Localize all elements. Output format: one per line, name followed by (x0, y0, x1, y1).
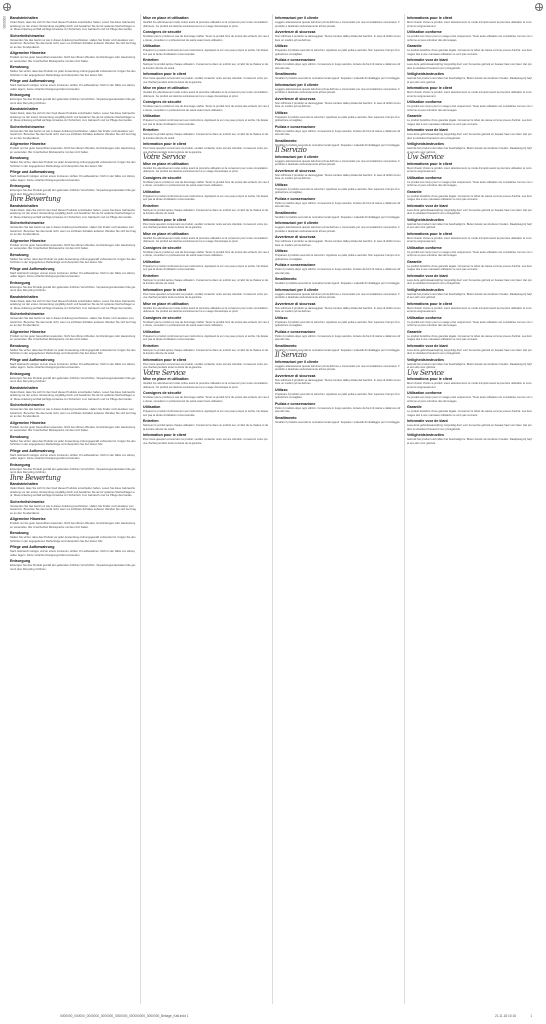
section-heading: Avvertenze di sicurezza (275, 30, 316, 34)
section-text: Leggere attentamente queste istruzioni prima dell'uso e conservarle per una consultazione successiva. Il prodotto è destinato esclusivamente all'uso privato. (275, 87, 400, 94)
section-text: Ce produit est conçu pour un usage privé uniquement. Toute autre utilisation est considérée comme non conforme et peut entraîner des dommages. (407, 396, 533, 403)
section-text: Smaltire il prodotto secondo le normative locali vigenti. Separare i materiali d'imballaggio per il riciclaggio. (275, 420, 401, 424)
section-text: Le produit bénéficie d'une garantie légale. Conservez le ticket de caisse comme preuve d'achat. Les dommages dus à une mauvaise utilisation ne sont pas couverts. (407, 194, 533, 201)
section-text: Vielen Dank, dass Sie sich für den Kauf dieses Produkts entschieden haben. Lesen Sie diese Gebrauchsanleitung vor der ersten Verwendung sorgfältig durch und bewahren Sie sie für späteres Nachschlagen auf. Diese Anleitung enthält wichtige Hinweise zur Sicherheit, zum Gebrauch und zur Pflege des Geräts. (10, 487, 135, 497)
section-heading: Consignes de sécurité (143, 30, 182, 34)
section-text: Gebruik het product niet indien het beschadigd is. Buiten bereik van kinderen houden. Raadpleeg bij twijfel een arts voor gebruik. (407, 362, 532, 369)
section-heading: Informazioni per il cliente (275, 82, 319, 87)
section-text: Veuillez lire attentivement cette notice avant la première utilisation et la conserver pour toute consultation ultérieure. Ce produit est destiné exclusivement à un usage domestique et privé. (143, 306, 268, 313)
section-text: Entsorgen Sie das Produkt gemäß den geltenden örtlichen Vorschriften. Verpackungsmaterialien bitte getrennt dem Recycling zuführen. (10, 467, 136, 474)
section-text: Entsorgen Sie das Produkt gemäß den geltenden örtlichen Vorschriften. Verpackungsmaterialien bitte getrennt dem Recycling zuführen. (10, 376, 136, 383)
section-text: Merci d'avoir choisi ce produit. Lisez attentivement ce mode d'emploi avant la première utilisation et conservez-le soigneusement. (407, 236, 532, 243)
section-heading: Mise en place et utilisation (143, 301, 189, 306)
section-text: Preparare il prodotto secondo le istruzioni. Applicare su pelle pulita e asciutta. Non superare il tempo di applicazione consigliato. (275, 115, 400, 122)
column-body (143, 16, 269, 445)
section-heading: Avvertenze di sicurezza (275, 373, 316, 378)
section-heading: Garantie (407, 114, 422, 118)
section-text: Non utilizzare il prodotto se danneggiato. Tenere lontano dalla portata dei bambini. In caso di dubbi consultare un medico prima dell'uso. (275, 306, 401, 313)
section-heading: Bandsteinhalten (10, 107, 38, 111)
section-text: Nettoyez le produit après chaque utilisation. Conservez-le dans un endroit sec, à l'abri de la chaleur et de la lumière directe du soleil. (143, 133, 269, 140)
section-heading: Informazioni per il cliente (275, 359, 319, 364)
section-heading: Information pour le client (143, 217, 187, 222)
section-text: Smaltire il prodotto secondo le normative locali vigenti. Separare i materiali d'imballaggio per il riciclaggio. (275, 215, 401, 219)
section-text: Nettoyez le produit après chaque utilisation. Conservez-le dans un endroit sec, à l'abri de la chaleur et de la lumière directe du soleil. (143, 278, 269, 285)
section-heading: Benutzung (10, 156, 29, 160)
section-heading: Veiligheidsinstructies (407, 72, 444, 76)
section-text: Ce produit est conçu pour un usage privé uniquement. Toute autre utilisation est considérée comme non conforme et peut entraîner des dommages. (407, 105, 533, 112)
section-text: Preparare il prodotto secondo le istruzioni. Applicare su pelle pulita e asciutta. Non superare il tempo di applicazione consigliato. (275, 392, 400, 399)
section-heading: Allgemeine Hinweise (10, 329, 46, 334)
section-heading: Mise en place et utilisation (143, 86, 189, 90)
section-heading: Garantie (407, 44, 422, 48)
section-heading: Avvertenze di sicurezza (275, 235, 316, 239)
section-text: Pulire il prodotto dopo ogni utilizzo. Conservare in luogo asciutto, lontano da fonti di calore e dalla luce diretta del sole. (275, 201, 401, 208)
section-text: Préparez le produit conformément aux instructions. Appliquez-le sur une peau propre et sèche. Ne dépassez pas la durée d'utilisation recommandée. (143, 334, 269, 341)
section-heading: Utilizzo (275, 182, 288, 187)
vertical-print-code (2, 16, 6, 44)
section-heading: Utilisation (143, 329, 161, 334)
section-text: Préparez le produit conformément aux instructions. Appliquez-le sur une peau propre et sèche. Ne dépassez pas la durée d'utilisation recommandée. (143, 410, 269, 417)
column-body (10, 16, 136, 571)
section-heading: Avvertenze di sicurezza (275, 168, 316, 173)
section-heading: Entsorgung (10, 280, 31, 285)
signature: Il Servizio (275, 146, 307, 154)
section-text: Verwenden Sie das Gerät nur wie in dieser Anleitung beschrieben. Halten Sie Kinder und Haustiere vom Gerät fern. Benutzen Sie das Gerät nicht, wenn es sichtbare Schäden aufweist. Wenden Sie sich bei Fragen an den Kundendienst. (10, 226, 136, 236)
section-text: Stellen Sie sicher, dass das Produkt vor jeder Anwendung ordnungsgemäß vorbereitet ist. Folgen Sie den Schritten in der angegebenen Reihenfolge und überprüfen Sie den festen Sitz. (10, 439, 136, 446)
section-text: Nach Gebrauch reinigen und an einem trockenen, kühlen Ort aufbewahren. Nicht in der Nähe von Hitzequellen lagern. Keine scharfen Reinigungsmittel verwenden. (10, 362, 135, 369)
section-text: Veuillez lire attentivement cette notice avant la première utilisation et la conserver pour toute consultation ultérieure. Ce produit est destiné exclusivement à un usage domestique et privé. (143, 166, 268, 173)
section-heading: Garantie (407, 189, 422, 194)
section-text: Verwenden Sie das Gerät nur wie in dieser Anleitung beschrieben. Halten Sie Kinder und Haustiere vom Gerät fern. Benutzen Sie das Gerät nicht, wenn es sichtbare Schäden aufweist. Wenden Sie sich bei Fragen an den Kundendienst. (10, 38, 136, 49)
section-text: Entsorgen Sie das Produkt gemäß den geltenden örtlichen Vorschriften. Verpackungsmaterialien bitte getrennt dem Recycling zuführen. (10, 98, 136, 105)
section-heading: Veiligheidsinstructies (407, 357, 444, 362)
section-text: Entsorgen Sie das Produkt gemäß den geltenden örtlichen Vorschriften. Verpackungsmaterialien bitte getrennt dem Recycling zuführen. (10, 285, 136, 292)
section-text: N'utilisez pas le produit en cas de dommage visible. Tenez le produit hors de portée des enfants. En cas de doute, consultez un professionnel de santé avant toute utilisation. (143, 250, 269, 257)
section-text: Preparare il prodotto secondo le istruzioni. Applicare su pelle pulita e asciutta. Non superare il tempo di applicazione consigliato. (275, 49, 400, 56)
section-heading: Bandsteinhalten (10, 16, 38, 20)
section-text: N'utilisez pas le produit en cas de dommage visible. Tenez le produit hors de portée des enfants. En cas de doute, consultez un professionnel de santé avant toute utilisation. (143, 320, 269, 327)
section-heading: Utilisation (143, 405, 161, 409)
section-heading: Information pour le client (143, 142, 187, 146)
section-heading: Utilizzo (275, 44, 288, 48)
text-column-2 (143, 14, 269, 1006)
section-heading: Informations pour le client (407, 86, 453, 90)
section-heading: Sicherheitshinweise (10, 312, 45, 316)
section-heading: Bandsteinhalten (10, 385, 38, 390)
column-body (275, 16, 401, 424)
section-text: Pour toute question concernant ce produit, veuillez contacter notre service clientèle. Conservez votre preuve d'achat pendant toute la durée de la garantie. (143, 222, 268, 229)
section-heading: Utilisation conforme (407, 175, 442, 180)
section-text: Smaltire il prodotto secondo le normative locali vigenti. Separare i materiali d'imballaggio per il riciclaggio. (275, 348, 401, 352)
section-heading: Veiligheidsinstructies (407, 142, 444, 146)
section-text: Pour toute question concernant ce produit, veuillez contacter notre service clientèle. Conservez votre preuve d'achat pendant toute la durée de la garantie. (143, 362, 268, 369)
text-column-1 (10, 14, 136, 1006)
section-text: Leggere attentamente queste istruzioni prima dell'uso e conservarle per una consultazione successiva. Il prodotto è destinato esclusivamente all'uso privato. (275, 226, 400, 233)
signature: Ihre Bewertung (10, 195, 61, 203)
section-text: Veuillez lire attentivement cette notice avant la première utilisation et la conserver pour toute consultation ultérieure. Ce produit est destiné exclusivement à un usage domestique et privé. (143, 236, 268, 243)
section-text: Pour toute question concernant ce produit, veuillez contacter notre service clientèle. Conservez votre preuve d'achat pendant toute la durée de la garantie. (143, 147, 268, 154)
section-text: Leggere attentamente queste istruzioni prima dell'uso e conservarle per una consultazione successiva. Il prodotto è destinato esclusivamente all'uso privato. (275, 21, 400, 28)
registration-mark (535, 3, 543, 11)
section-text: Preparare il prodotto secondo le istruzioni. Applicare su pelle pulita e asciutta. Non superare il tempo di applicazione consigliato. (275, 187, 400, 194)
section-heading: Utilisation conforme (407, 391, 442, 395)
section-heading: Smaltimento (275, 277, 297, 281)
section-text: Gebruik het product niet indien het beschadigd is. Buiten bereik van kinderen houden. Raadpleeg bij twijfel een arts voor gebruik. (407, 438, 532, 445)
section-heading: Informatie voor de klant (407, 203, 448, 208)
section-heading: Allgemeine Hinweise (10, 420, 46, 425)
section-heading: Informations pour le client (407, 231, 453, 236)
section-text: Vielen Dank, dass Sie sich für den Kauf dieses Produkts entschieden haben. Lesen Sie diese Gebrauchsanleitung vor der ersten Verwendung sorgfältig durch und bewahren Sie sie für späteres Nachschlagen auf. Diese Anleitung enthält wichtige Hinweise zur Sicherheit, zum Gebrauch und zur Pflege des Geräts. (10, 208, 135, 219)
section-text: Smaltire il prodotto secondo le normative locali vigenti. Separare i materiali d'imballaggio per il riciclaggio. (275, 77, 401, 80)
section-heading: Smaltimento (275, 210, 297, 215)
section-heading: Sicherheitshinweise (10, 403, 45, 407)
section-text: Leggere attentamente queste istruzioni prima dell'uso e conservarle per una consultazione successiva. Il prodotto è destinato esclusivamente all'uso privato. (275, 159, 400, 166)
section-text: Le produit bénéficie d'une garantie légale. Conservez le ticket de caisse comme preuve d'achat. Les dommages dus à une mauvaise utilisation ne sont pas couverts. (407, 334, 533, 341)
section-text: Nach Gebrauch reinigen und an einem trockenen, kühlen Ort aufbewahren. Nicht in der Nähe von Hitzequellen lagern. Keine scharfen Reinigungsmittel verwenden. (10, 84, 135, 91)
section-text: Leggere attentamente queste istruzioni prima dell'uso e conservarle per una consultazione successiva. Il prodotto è destinato esclusivamente all'uso privato. (275, 292, 400, 299)
section-text: Nach Gebrauch reinigen und an einem trockenen, kühlen Ort aufbewahren. Nicht in der Nähe von Hitzequellen lagern. Keine scharfen Reinigungsmittel verwenden. (10, 453, 135, 460)
section-text: Pulire il prodotto dopo ogni utilizzo. Conservare in luogo asciutto, lontano da fonti di calore e dalla luce diretta del sole. (275, 268, 401, 275)
section-heading: Garantie (407, 405, 422, 409)
section-heading: Pulizia e conservazione (275, 401, 316, 406)
section-text: Nettoyez le produit après chaque utilisation. Conservez-le dans un endroit sec, à l'abri de la chaleur et de la lumière directe du soleil. (143, 63, 269, 70)
text-column-3 (275, 14, 401, 1006)
section-heading: Utilisation conforme (407, 100, 442, 104)
column-divider (140, 14, 141, 1004)
section-text: Verwenden Sie das Gerät nur wie in dieser Anleitung beschrieben. Halten Sie Kinder und Haustiere vom Gerät fern. Benutzen Sie das Gerät nicht, wenn es sichtbare Schäden aufweist. Wenden Sie sich bei Fragen an den Kundendienst. (10, 129, 136, 140)
section-text: Preparare il prodotto secondo le istruzioni. Applicare su pelle pulita e asciutta. Non superare il tempo di applicazione consigliato. (275, 254, 400, 261)
section-heading: Garantie (407, 329, 422, 334)
section-text: Préparez le produit conformément aux instructions. Appliquez-le sur une peau propre et sèche. Ne dépassez pas la durée d'utilisation recommandée. (143, 119, 269, 126)
section-heading: Informatie voor de klant (407, 128, 448, 132)
section-heading: Information pour le client (143, 287, 187, 292)
section-heading: Avvertenze di sicurezza (275, 301, 316, 306)
section-heading: Entretien (143, 343, 159, 348)
section-text: Veuillez lire attentivement cette notice avant la première utilisation et la conserver pour toute consultation ultérieure. Ce produit est destiné exclusivement à un usage domestique et privé. (143, 382, 268, 389)
signature: Ihre Bewertung (10, 473, 61, 482)
section-heading: Sicherheitshinweise (10, 33, 45, 38)
registration-mark (3, 3, 11, 11)
section-text: Pulire il prodotto dopo ogni utilizzo. Conservare in luogo asciutto, lontano da fonti di calore e dalla luce diretta del sole. (275, 406, 401, 413)
section-text: Vielen Dank, dass Sie sich für den Kauf dieses Produkts entschieden haben. Lesen Sie diese Gebrauchsanleitung vor der ersten Verwendung sorgfältig durch und bewahren Sie sie für späteres Nachschlagen auf. Diese Anleitung enthält wichtige Hinweise zur Sicherheit, zum Gebrauch und zur Pflege des Geräts. (10, 299, 135, 310)
section-heading: Bandsteinhalten (10, 294, 38, 299)
section-text: Non utilizzare il prodotto se danneggiato. Tenere lontano dalla portata dei bambini. In caso di dubbi consultare un medico prima dell'uso. (275, 35, 401, 42)
section-text: Pour toute question concernant ce produit, veuillez contacter notre service clientèle. Conservez votre preuve d'achat pendant toute la durée de la garantie. (143, 438, 268, 445)
section-heading: Informations pour le client (407, 301, 453, 306)
section-heading: Utilisation (143, 189, 161, 194)
text-column-4 (407, 14, 533, 1006)
section-text: Pour toute question concernant ce produit, veuillez contacter notre service clientèle. Conservez votre preuve d'achat pendant toute la durée de la garantie. (143, 292, 268, 299)
section-heading: Information pour le client (143, 433, 187, 437)
section-heading: Entsorgung (10, 559, 31, 563)
section-heading: Allgemeine Hinweise (10, 142, 46, 146)
section-heading: Consignes de sécurité (143, 245, 182, 250)
section-heading: Pulizia e conservazione (275, 329, 316, 334)
section-text: Non utilizzare il prodotto se danneggiato. Tenere lontano dalla portata dei bambini. In caso di dubbi consultare un medico prima dell'uso. (275, 378, 401, 385)
section-heading: Mise en place et utilisation (143, 16, 189, 20)
section-text: Non utilizzare il prodotto se danneggiato. Tenere lontano dalla portata dei bambini. In caso di dubbi consultare un medico prima dell'uso. (275, 101, 401, 108)
section-text: Le produit bénéficie d'une garantie légale. Conservez le ticket de caisse comme preuve d'achat. Les dommages dus à une mauvaise utilisation ne sont pas couverts. (407, 410, 533, 417)
section-text: N'utilisez pas le produit en cas de dommage visible. Tenez le produit hors de portée des enfants. En cas de doute, consultez un professionnel de santé avant toute utilisation. (143, 180, 269, 187)
section-text: Veuillez lire attentivement cette notice avant la première utilisation et la conserver pour toute consultation ultérieure. Ce produit est destiné exclusivement à un usage domestique et privé. (143, 21, 268, 28)
section-heading: Veiligheidsinstructies (407, 433, 444, 437)
section-heading: Pflege und Aufbewahrung (10, 357, 55, 362)
section-text: Préparez le produit conformément aux instructions. Appliquez-le sur une peau propre et sèche. Ne dépassez pas la durée d'utilisation recommandée. (143, 194, 269, 201)
section-text: Produkt nur bei guter Gesundheit anwenden. Nicht bei offenen Wunden, Entzündungen oder Hautreizungen verwenden. Bei Unsicherheit Rücksprache mit dem Arzt halten. (10, 147, 136, 154)
section-text: Le produit bénéficie d'une garantie légale. Conservez le ticket de caisse comme preuve d'achat. Les dommages dus à une mauvaise utilisation ne sont pas couverts. (407, 49, 533, 56)
section-text: Stellen Sie sicher, dass das Produkt vor jeder Anwendung ordnungsgemäß vorbereitet ist. Folgen Sie den Schritten in der angegebenen Reihenfolge und überprüfen Sie den festen Sitz. (10, 536, 136, 543)
section-heading: Sicherheitshinweise (10, 499, 45, 504)
section-heading: Pulizia e conservazione (275, 124, 316, 129)
section-heading: Allgemeine Hinweise (10, 51, 46, 55)
column-divider (272, 14, 273, 1004)
section-heading: Pflege und Aufbewahrung (10, 170, 55, 174)
section-heading: Information pour le client (143, 72, 187, 76)
section-heading: Informatie voor de klant (407, 419, 448, 423)
section-heading: Utilisation (143, 44, 161, 48)
section-text: Leggere attentamente queste istruzioni prima dell'uso e conservarle per una consultazione successiva. Il prodotto è destinato esclusivamente all'uso privato. (275, 364, 400, 371)
section-text: N'utilisez pas le produit en cas de dommage visible. Tenez le produit hors de portée des enfants. En cas de doute, consultez un professionnel de santé avant toute utilisation. (143, 396, 269, 403)
section-text: Ce produit est conçu pour un usage privé uniquement. Toute autre utilisation est considérée comme non conforme et peut entraîner des dommages. (407, 35, 533, 42)
section-heading: Informations pour le client (407, 16, 453, 20)
section-text: Verwenden Sie das Gerät nur wie in dieser Anleitung beschrieben. Halten Sie Kinder und Haustiere vom Gerät fern. Benutzen Sie das Gerät nicht, wenn es sichtbare Schäden aufweist. Wenden Sie sich bei Fragen an den Kundendienst. (10, 504, 136, 515)
section-heading: Consignes de sécurité (143, 391, 182, 395)
section-text: Vielen Dank, dass Sie sich für den Kauf dieses Produkts entschieden haben. Lesen Sie diese Gebrauchsanleitung vor der ersten Verwendung sorgfältig durch und bewahren Sie sie für späteres Nachschlagen auf. Diese Anleitung enthält wichtige Hinweise zur Sicherheit, zum Gebrauch und zur Pflege des Geräts. (10, 390, 135, 401)
section-heading: Smaltimento (275, 72, 297, 76)
section-heading: Utilisation (143, 259, 161, 264)
section-text: Lees deze gebruiksaanwijzing zorgvuldig door voor het eerste gebruik en bewaar haar voor later. Het product is uitsluitend bestemd voor privégebruik. (407, 424, 532, 431)
section-heading: Informazioni per il cliente (275, 154, 319, 159)
section-text: Produkt nur bei guter Gesundheit anwenden. Nicht bei offenen Wunden, Entzündungen oder Hautreizungen verwenden. Bei Unsicherheit Rücksprache mit dem Arzt halten. (10, 334, 136, 341)
footer-file-name: 0000000_000000_0000000_0000000_0000000_000000000_0000000_Beilage_Kalt.indd 1 (60, 1014, 189, 1018)
section-heading: Utilisation conforme (407, 245, 442, 250)
section-heading: Utilizzo (275, 387, 288, 392)
signature: Il Servizio (275, 351, 307, 359)
section-heading: Informazioni per il cliente (275, 16, 319, 20)
section-text: Gebruik het product niet indien het beschadigd is. Buiten bereik van kinderen houden. Raadpleeg bij twijfel een arts voor gebruik. (407, 292, 532, 299)
section-text: Merci d'avoir choisi ce produit. Lisez attentivement ce mode d'emploi avant la première utilisation et conservez-le soigneusement. (407, 382, 532, 389)
section-text: Pulire il prodotto dopo ogni utilizzo. Conservare in luogo asciutto, lontano da fonti di calore e dalla luce diretta del sole. (275, 63, 401, 70)
section-heading: Pflege und Aufbewahrung (10, 545, 55, 549)
section-heading: Veiligheidsinstructies (407, 287, 444, 292)
section-text: Veuillez lire attentivement cette notice avant la première utilisation et la conserver pour toute consultation ultérieure. Ce produit est destiné exclusivement à un usage domestique et privé. (143, 91, 268, 98)
section-text: Lees deze gebruiksaanwijzing zorgvuldig door voor het eerste gebruik en bewaar haar voor later. Het product is uitsluitend bestemd voor privégebruik. (407, 63, 532, 70)
section-heading: Entsorgung (10, 93, 31, 97)
section-heading: Informazioni per il cliente (275, 221, 319, 225)
section-text: Merci d'avoir choisi ce produit. Lisez attentivement ce mode d'emploi avant la première utilisation et conservez-le soigneusement. (407, 166, 532, 173)
section-heading: Informatie voor de klant (407, 58, 448, 62)
section-text: Merci d'avoir choisi ce produit. Lisez attentivement ce mode d'emploi avant la première utilisation et conservez-le soigneusement. (407, 21, 532, 28)
section-text: Pulire il prodotto dopo ogni utilizzo. Conservare in luogo asciutto, lontano da fonti di calore e dalla luce diretta del sole. (275, 334, 401, 341)
footer-page-number: 1 (530, 1014, 532, 1018)
section-heading: Informazioni per il cliente (275, 287, 319, 292)
section-text: Nach Gebrauch reinigen und an einem trockenen, kühlen Ort aufbewahren. Nicht in der Nähe von Hitzequellen lagern. Keine scharfen Reinigungsmittel verwenden. (10, 175, 135, 182)
section-heading: Entretien (143, 419, 159, 423)
footer (0, 1008, 546, 1024)
section-text: Stellen Sie sicher, dass das Produkt vor jeder Anwendung ordnungsgemäß vorbereitet ist. Folgen Sie den Schritten in der angegebenen Reihenfolge und überprüfen Sie den festen Sitz. (10, 348, 136, 355)
section-heading: Information pour le client (143, 357, 187, 362)
section-heading: Smaltimento (275, 415, 297, 420)
section-heading: Pulizia e conservazione (275, 263, 316, 267)
vertical-print-code-text: 0000000 (2, 16, 6, 29)
section-heading: Avvertenze di sicurezza (275, 96, 316, 101)
section-text: Entsorgen Sie das Produkt gemäß den geltenden örtlichen Vorschriften. Verpackungsmaterialien bitte getrennt dem Recycling zuführen. (10, 189, 136, 196)
section-heading: Entsorgung (10, 371, 31, 376)
signature: Uw Service (407, 153, 444, 161)
section-heading: Sicherheitshinweise (10, 221, 45, 225)
section-text: Verwenden Sie das Gerät nur wie in dieser Anleitung beschrieben. Halten Sie Kinder und Haustiere vom Gerät fern. Benutzen Sie das Gerät nicht, wenn es sichtbare Schäden aufweist. Wenden Sie sich bei Fragen an den Kundendienst. (10, 408, 136, 418)
section-text: Gebruik het product niet indien het beschadigd is. Buiten bereik van kinderen houden. Raadpleeg bij twijfel een arts voor gebruik. (407, 147, 532, 154)
section-heading: Pulizia e conservazione (275, 58, 316, 62)
section-text: Nettoyez le produit après chaque utilisation. Conservez-le dans un endroit sec, à l'abri de la chaleur et de la lumière directe du soleil. (143, 424, 269, 431)
signature: Votre Service (143, 368, 186, 377)
section-text: Lees deze gebruiksaanwijzing zorgvuldig door voor het eerste gebruik en bewaar haar voor later. Het product is uitsluitend bestemd voor privégebruik. (407, 278, 532, 285)
section-heading: Pflege und Aufbewahrung (10, 266, 55, 271)
section-text: Nettoyez le produit après chaque utilisation. Conservez-le dans un endroit sec, à l'abri de la chaleur et de la lumière directe du soleil. (143, 348, 269, 355)
section-heading: Utilizzo (275, 249, 288, 253)
section-text: Merci d'avoir choisi ce produit. Lisez attentivement ce mode d'emploi avant la première utilisation et conservez-le soigneusement. (407, 306, 532, 313)
section-heading: Smaltimento (275, 138, 297, 143)
section-text: Pulire il prodotto dopo ogni utilizzo. Conservare in luogo asciutto, lontano da fonti di calore e dalla luce diretta del sole. (275, 129, 401, 136)
section-text: Ce produit est conçu pour un usage privé uniquement. Toute autre utilisation est considérée comme non conforme et peut entraîner des dommages. (407, 320, 533, 327)
section-heading: Allgemeine Hinweise (10, 238, 46, 243)
section-text: Produkt nur bei guter Gesundheit anwenden. Nicht bei offenen Wunden, Entzündungen oder Hautreizungen verwenden. Bei Unsicherheit Rücksprache mit dem Arzt halten. (10, 425, 136, 432)
section-heading: Entretien (143, 203, 159, 208)
section-heading: Entretien (143, 58, 159, 62)
section-heading: Utilizzo (275, 315, 288, 320)
section-heading: Utilizzo (275, 110, 288, 115)
section-text: Produkt nur bei guter Gesundheit anwenden. Nicht bei offenen Wunden, Entzündungen oder Hautreizungen verwenden. Bei Unsicherheit Rücksprache mit dem Arzt halten. (10, 522, 136, 529)
section-heading: Informatie voor de klant (407, 273, 448, 278)
section-heading: Pflege und Aufbewahrung (10, 79, 55, 83)
section-text: Préparez le produit conformément aux instructions. Appliquez-le sur une peau propre et sèche. Ne dépassez pas la durée d'utilisation recommandée. (143, 264, 269, 271)
section-heading: Utilisation conforme (407, 315, 442, 320)
section-heading: Consignes de sécurité (143, 315, 182, 320)
section-heading: Bandsteinhalten (10, 203, 38, 208)
section-heading: Benutzung (10, 252, 29, 257)
column-body (407, 16, 533, 445)
section-text: Gebruik het product niet indien het beschadigd is. Buiten bereik van kinderen houden. Raadpleeg bij twijfel een arts voor gebruik. (407, 222, 532, 229)
section-heading: Benutzung (10, 65, 29, 69)
section-text: N'utilisez pas le produit en cas de dommage visible. Tenez le produit hors de portée des enfants. En cas de doute, consultez un professionnel de santé avant toute utilisation. (143, 35, 269, 42)
section-text: Nach Gebrauch reinigen und an einem trockenen, kühlen Ort aufbewahren. Nicht in der Nähe von Hitzequellen lagern. Keine scharfen Reinigungsmittel verwenden. (10, 550, 135, 557)
section-text: Vielen Dank, dass Sie sich für den Kauf dieses Produkts entschieden haben. Lesen Sie diese Gebrauchsanleitung vor der ersten Verwendung sorgfältig durch und bewahren Sie sie für späteres Nachschlagen auf. Diese Anleitung enthält wichtige Hinweise zur Sicherheit, zum Gebrauch und zur Pflege des Geräts. (10, 21, 135, 31)
signature: Uw Service (407, 368, 444, 377)
section-text: Merci d'avoir choisi ce produit. Lisez attentivement ce mode d'emploi avant la première utilisation et conservez-le soigneusement. (407, 91, 532, 98)
section-text: Preparare il prodotto secondo le istruzioni. Applicare su pelle pulita e asciutta. Non superare il tempo di applicazione consigliato. (275, 320, 400, 327)
section-text: Lees deze gebruiksaanwijzing zorgvuldig door voor het eerste gebruik en bewaar haar voor later. Het product is uitsluitend bestemd voor privégebruik. (407, 348, 532, 355)
section-text: Le produit bénéficie d'une garantie légale. Conservez le ticket de caisse comme preuve d'achat. Les dommages dus à une mauvaise utilisation ne sont pas couverts. (407, 119, 533, 126)
section-heading: Benutzung (10, 531, 29, 535)
section-text: Ce produit est conçu pour un usage privé uniquement. Toute autre utilisation est considérée comme non conforme et peut entraîner des dommages. (407, 250, 533, 257)
section-heading: Informations pour le client (407, 161, 453, 166)
section-text: Gebruik het product niet indien het beschadigd is. Buiten bereik van kinderen houden. Raadpleeg bij twijfel een arts voor gebruik. (407, 77, 532, 84)
section-text: Verwenden Sie das Gerät nur wie in dieser Anleitung beschrieben. Halten Sie Kinder und Haustiere vom Gerät fern. Benutzen Sie das Gerät nicht, wenn es sichtbare Schäden aufweist. Wenden Sie sich bei Fragen an den Kundendienst. (10, 317, 136, 327)
section-heading: Entsorgung (10, 462, 31, 467)
section-heading: Pulizia e conservazione (275, 196, 316, 201)
section-heading: Pflege und Aufbewahrung (10, 448, 55, 453)
column-divider (404, 14, 405, 1004)
section-text: Nettoyez le produit après chaque utilisation. Conservez-le dans un endroit sec, à l'abri de la chaleur et de la lumière directe du soleil. (143, 208, 269, 215)
section-text: Non utilizzare il prodotto se danneggiato. Tenere lontano dalla portata dei bambini. In caso di dubbi consultare un medico prima dell'uso. (275, 173, 401, 180)
section-heading: Garantie (407, 259, 422, 264)
section-heading: Sicherheitshinweise (10, 124, 45, 129)
section-heading: Mise en place et utilisation (143, 231, 189, 236)
signature: Votre Service (143, 153, 186, 161)
section-heading: Informations pour le client (407, 377, 453, 381)
section-text: Pour toute question concernant ce produit, veuillez contacter notre service clientèle. Conservez votre preuve d'achat pendant toute la durée de la garantie. (143, 77, 268, 84)
section-text: N'utilisez pas le produit en cas de dommage visible. Tenez le produit hors de portée des enfants. En cas de doute, consultez un professionnel de santé avant toute utilisation. (143, 105, 269, 112)
section-text: Préparez le produit conformément aux instructions. Appliquez-le sur une peau propre et sèche. Ne dépassez pas la durée d'utilisation recommandée. (143, 49, 269, 56)
section-heading: Smaltimento (275, 343, 297, 348)
section-text: Stellen Sie sicher, dass das Produkt vor jeder Anwendung ordnungsgemäß vorbereitet ist. Folgen Sie den Schritten in der angegebenen Reihenfolge und überprüfen Sie den festen Sitz. (10, 161, 136, 168)
section-heading: Mise en place et utilisation (143, 377, 189, 381)
section-text: Nach Gebrauch reinigen und an einem trockenen, kühlen Ort aufbewahren. Nicht in der Nähe von Hitzequellen lagern. Keine scharfen Reinigungsmittel verwenden. (10, 271, 135, 278)
section-heading: Consignes de sécurité (143, 100, 182, 104)
section-text: Stellen Sie sicher, dass das Produkt vor jeder Anwendung ordnungsgemäß vorbereitet ist. Folgen Sie den Schritten in der angegebenen Reihenfolge und überprüfen Sie den festen Sitz. (10, 257, 136, 264)
section-heading: Bandsteinhalten (10, 482, 38, 486)
section-text: Non utilizzare il prodotto se danneggiato. Tenere lontano dalla portata dei bambini. In caso di dubbi consultare un medico prima dell'uso. (275, 240, 401, 247)
section-text: Entsorgen Sie das Produkt gemäß den geltenden örtlichen Vorschriften. Verpackungsmaterialien bitte getrennt dem Recycling zuführen. (10, 564, 136, 571)
section-heading: Entretien (143, 273, 159, 278)
section-heading: Entretien (143, 128, 159, 132)
section-text: Smaltire il prodotto secondo le normative locali vigenti. Separare i materiali d'imballaggio per il riciclaggio. (275, 282, 401, 285)
section-text: Ce produit est conçu pour un usage privé uniquement. Toute autre utilisation est considérée comme non conforme et peut entraîner des dommages. (407, 180, 533, 187)
section-heading: Entsorgung (10, 184, 31, 188)
section-text: Le produit bénéficie d'une garantie légale. Conservez le ticket de caisse comme preuve d'achat. Les dommages dus à une mauvaise utilisation ne sont pas couverts. (407, 264, 533, 271)
section-heading: Allgemeine Hinweise (10, 517, 46, 521)
section-heading: Mise en place et utilisation (143, 161, 189, 166)
section-text: Lees deze gebruiksaanwijzing zorgvuldig door voor het eerste gebruik en bewaar haar voor later. Het product is uitsluitend bestemd voor privégebruik. (407, 208, 532, 215)
section-heading: Veiligheidsinstructies (407, 217, 444, 222)
section-text: Lees deze gebruiksaanwijzing zorgvuldig door voor het eerste gebruik en bewaar haar voor later. Het product is uitsluitend bestemd voor privégebruik. (407, 133, 532, 140)
section-text: Stellen Sie sicher, dass das Produkt vor jeder Anwendung ordnungsgemäß vorbereitet ist. Folgen Sie den Schritten in der angegebenen Reihenfolge und überprüfen Sie den festen Sitz. (10, 70, 136, 77)
footer-timestamp: 21.11.18 10:16 (494, 1014, 516, 1018)
section-text: Produkt nur bei guter Gesundheit anwenden. Nicht bei offenen Wunden, Entzündungen oder Hautreizungen verwenden. Bei Unsicherheit Rücksprache mit dem Arzt halten. (10, 56, 136, 63)
section-text: Produkt nur bei guter Gesundheit anwenden. Nicht bei offenen Wunden, Entzündungen oder Hautreizungen verwenden. Bei Unsicherheit Rücksprache mit dem Arzt halten. (10, 243, 136, 250)
section-heading: Utilisation conforme (407, 30, 442, 34)
section-text: Vielen Dank, dass Sie sich für den Kauf dieses Produkts entschieden haben. Lesen Sie diese Gebrauchsanleitung vor der ersten Verwendung sorgfältig durch und bewahren Sie sie für späteres Nachschlagen auf. Diese Anleitung enthält wichtige Hinweise zur Sicherheit, zum Gebrauch und zur Pflege des Geräts. (10, 112, 135, 122)
section-heading: Utilisation (143, 114, 161, 118)
section-heading: Informatie voor de klant (407, 343, 448, 348)
section-heading: Consignes de sécurité (143, 175, 182, 180)
section-text: Smaltire il prodotto secondo le normative locali vigenti. Separare i materiali d'imballaggio per il riciclaggio. (275, 143, 401, 147)
section-heading: Benutzung (10, 343, 29, 348)
section-heading: Benutzung (10, 434, 29, 439)
